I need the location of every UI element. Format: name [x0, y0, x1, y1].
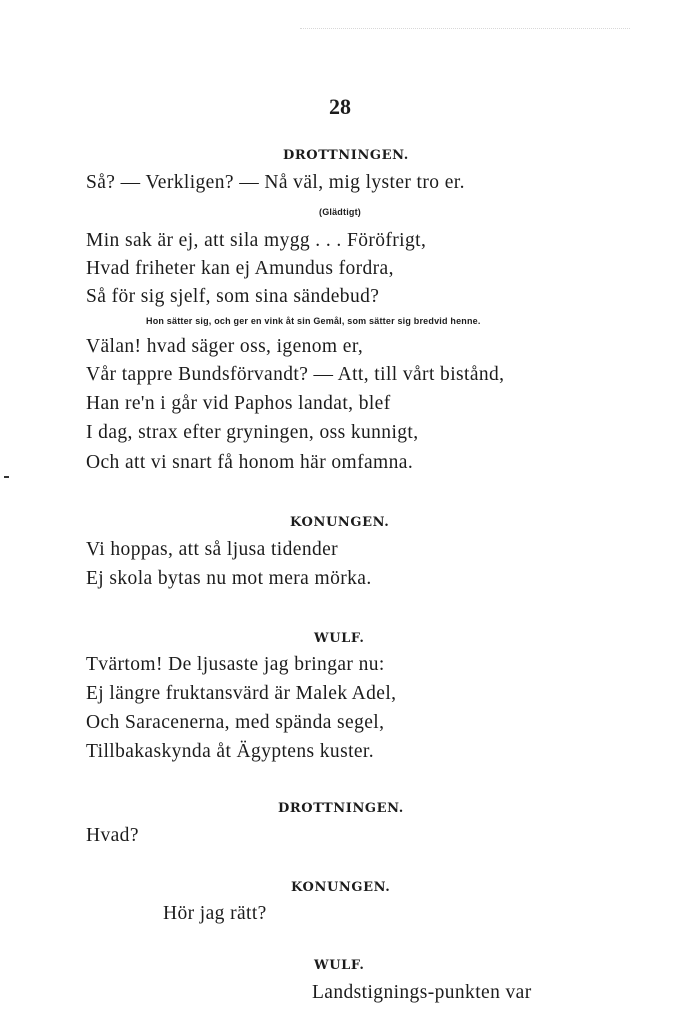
page-number: 28 [329, 94, 351, 119]
verse-line: Han re'n i går vid Paphos landat, blef [86, 393, 391, 414]
margin-mark [4, 476, 9, 478]
speaker-konungen: KONUNGEN. [291, 880, 391, 895]
verse-line: Tillbakaskynda åt Ägyptens kuster. [86, 741, 375, 762]
verse-line: Hör jag rätt? [163, 903, 267, 924]
verse-line: Ej skola bytas nu mot mera mörka. [86, 568, 372, 589]
verse-line: Och att vi snart få honom här omfamna. [86, 452, 414, 473]
verse-line: Välan! hvad säger oss, igenom er, [86, 336, 364, 357]
verse-line: Landstignings-punkten var [312, 982, 532, 1003]
speaker-drottningen: DROTTNINGEN. [283, 148, 409, 163]
speaker-wulf: WULF. [314, 958, 365, 973]
verse-line: Så för sig sjelf, som sina sändebud? [86, 286, 380, 307]
verse-line: Hvad friheter kan ej Amundus fordra, [86, 258, 394, 279]
verse-line: Ej längre fruktansvärd är Malek Adel, [86, 683, 397, 704]
verse-line: Och Saracenerna, med spända segel, [86, 712, 385, 733]
speaker-drottningen: DROTTNINGEN. [278, 801, 404, 816]
speaker-konungen: KONUNGEN. [290, 515, 390, 530]
stage-direction: Hon sätter sig, och ger en vink åt sin Gemål, som sätter sig bredvid henne. [146, 316, 481, 326]
verse-line: Tvärtom! De ljusaste jag bringar nu: [86, 654, 385, 675]
verse-line: Vår tappre Bundsförvandt? — Att, till vårt bistånd, [86, 364, 505, 385]
scan-artifact-dots [300, 28, 630, 30]
verse-line: Vi hoppas, att så ljusa tidender [86, 539, 339, 560]
verse-line: I dag, strax efter gryningen, oss kunnigt, [86, 422, 419, 443]
speaker-wulf: WULF. [314, 631, 365, 646]
verse-line: Så? — Verkligen? — Nå väl, mig lyster tro er. [86, 172, 465, 193]
verse-line: Hvad? [86, 825, 139, 846]
verse-line: Min sak är ej, att sila mygg . . . Föröfrigt, [86, 230, 427, 251]
stage-direction: (Glädtigt) [319, 207, 361, 217]
